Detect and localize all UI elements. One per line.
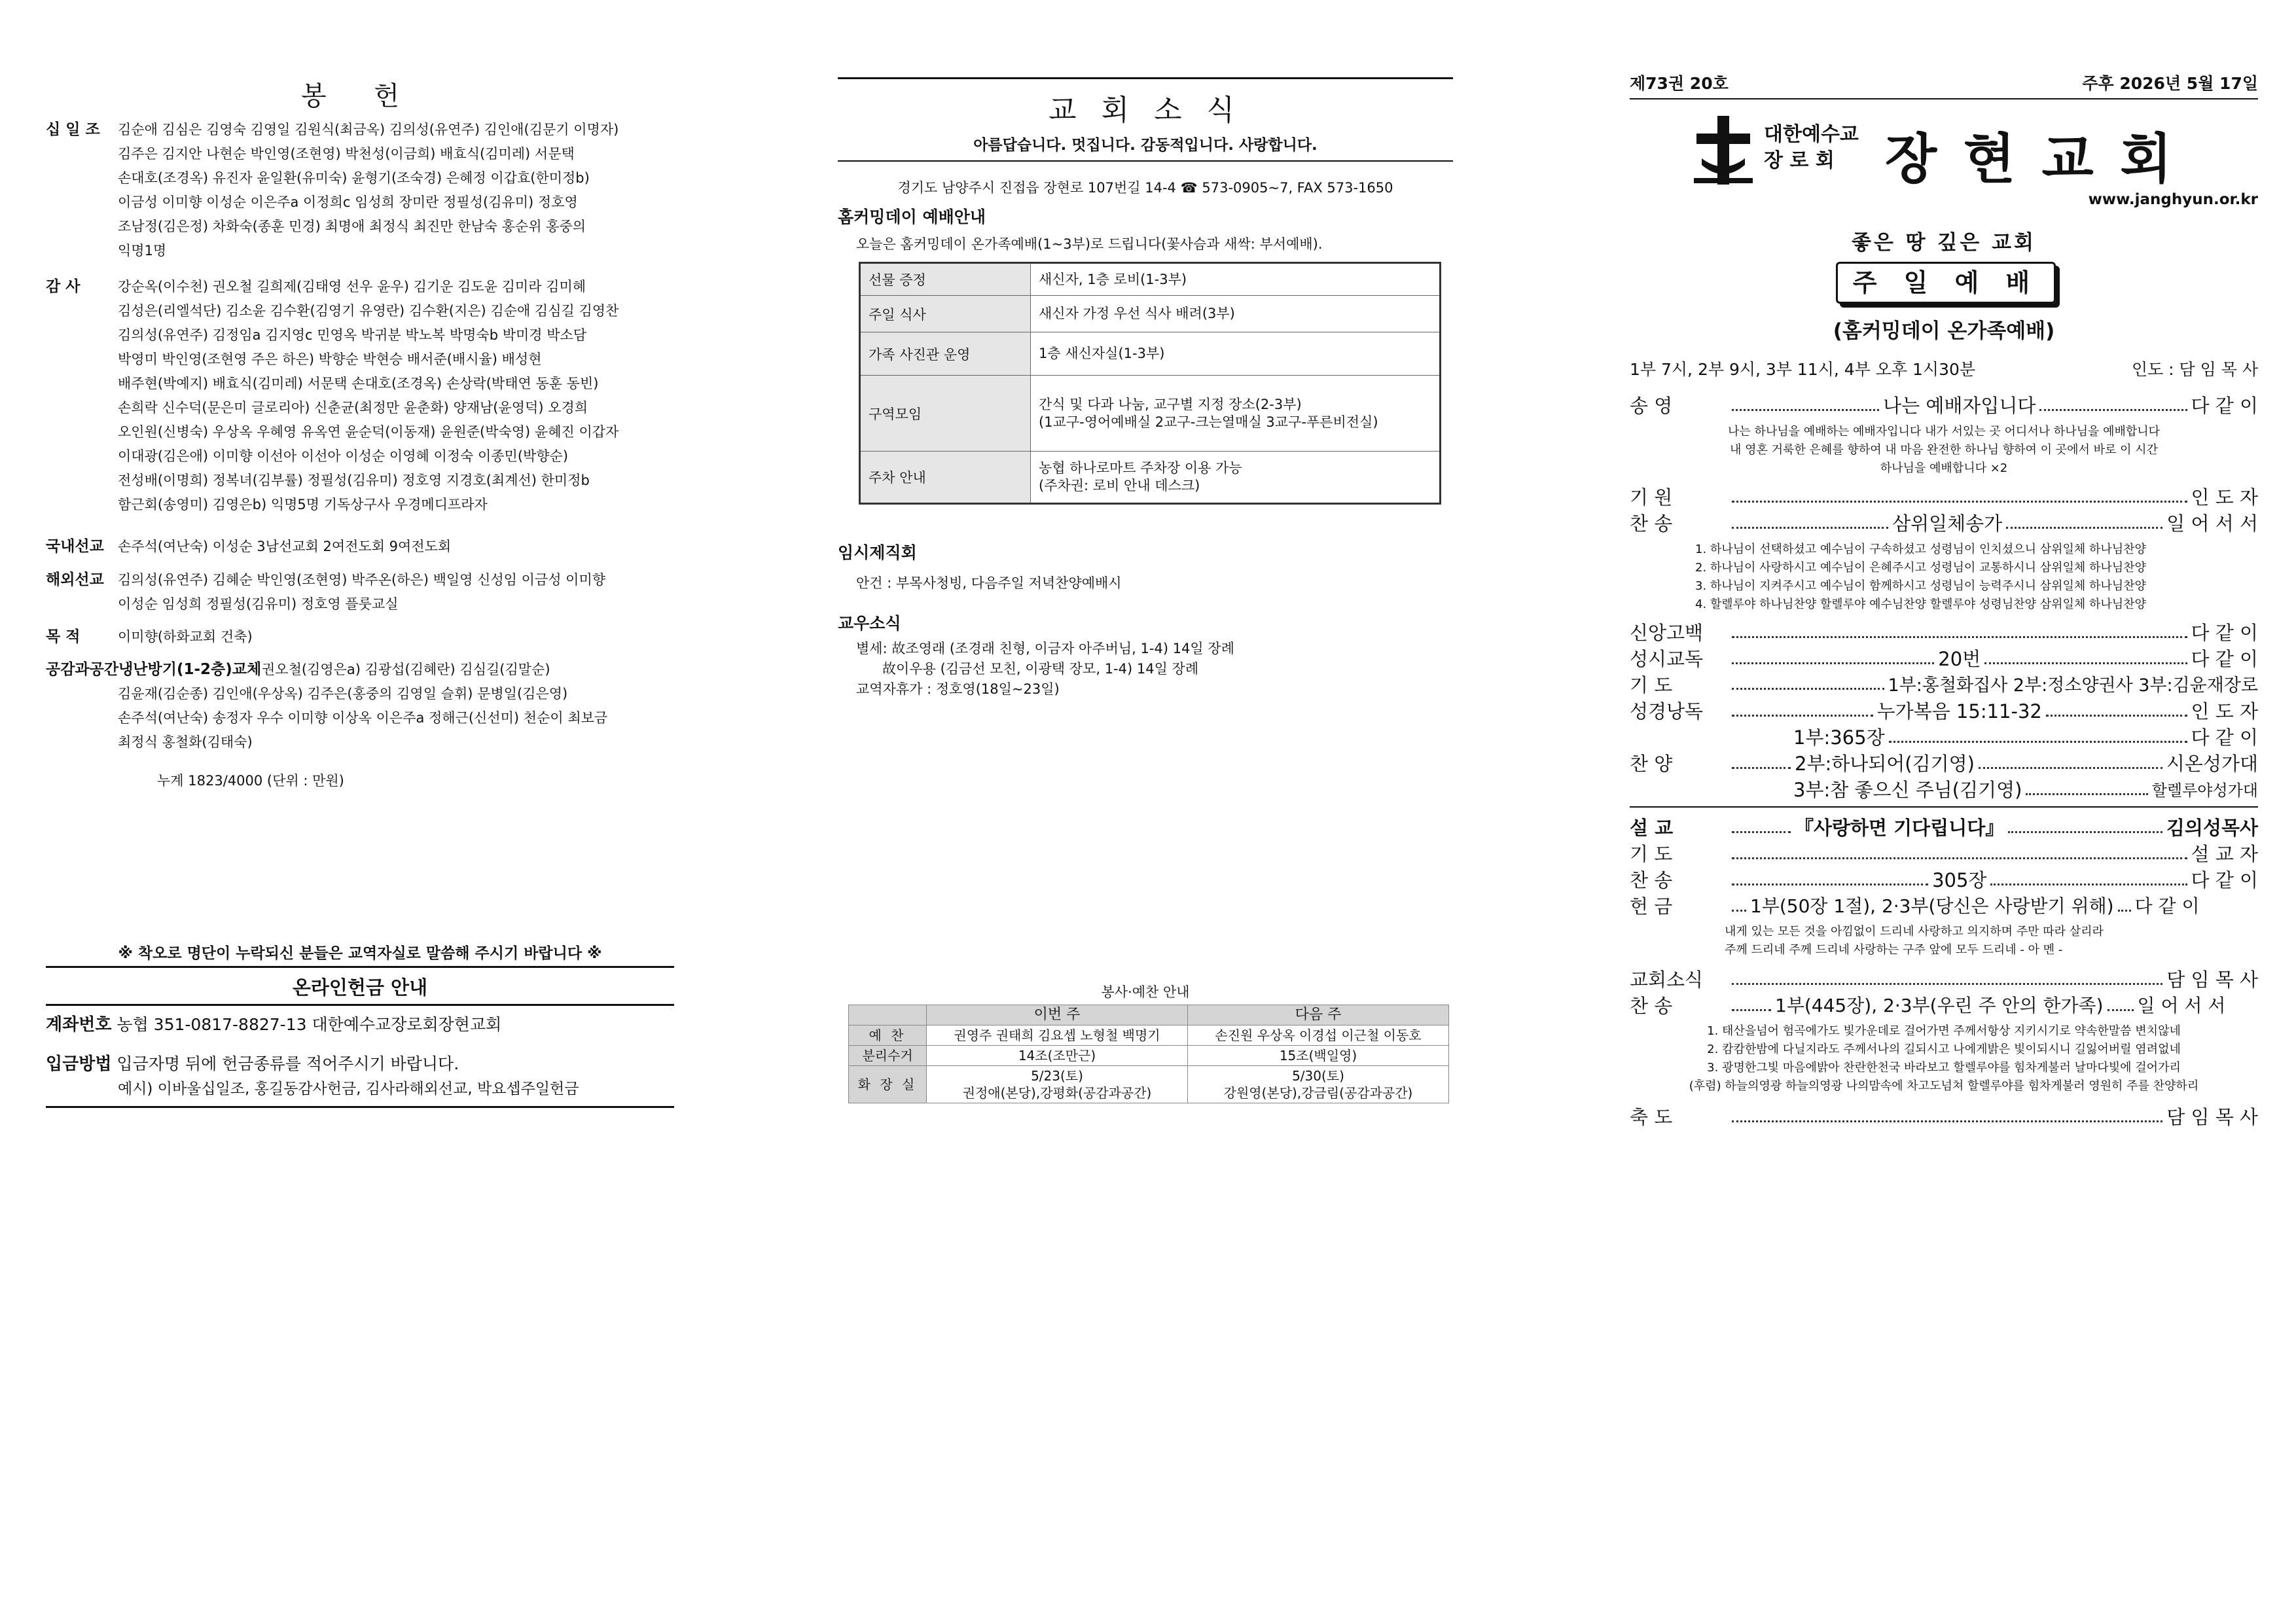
- offering-hvac: [46, 658, 674, 755]
- offering-total-text: 누계 1823/4000 (단위 : 만원): [157, 773, 344, 789]
- table-value: 새신자 가정 우선 식사 배려(3부): [1031, 296, 1441, 332]
- order-label: 교회소식: [1630, 969, 1704, 991]
- table-row: [849, 1005, 1449, 1026]
- order-label: 신앙고백: [1630, 622, 1704, 644]
- order-title: 나는 예배자입니다: [1883, 395, 2036, 417]
- song-lyrics: 나는 하나님을 예배하는 예배자입니다 내가 서있는 곳 어디서나 하나님을 예배합니다 내 영혼 거룩한 은혜를 향하여 내 마음 완전한 하나님 향하여 이 곳에서 바로 이 시간 하나님을 예배합니다 ×2: [1727, 425, 2161, 475]
- table-cell: 5/30(토) 강원영(본당),강금림(공감과공간): [1188, 1066, 1449, 1103]
- order-row-praise: [1630, 723, 2258, 802]
- order-row-hymn2: [1630, 866, 2258, 892]
- table-row: [849, 1066, 1449, 1103]
- table-corner: [849, 1005, 927, 1026]
- order-label: 성시교독: [1630, 648, 1704, 670]
- table-row: [860, 296, 1441, 332]
- church-name: 장 현 교 회: [1885, 128, 2176, 190]
- order-label: 기 도: [1630, 843, 1673, 865]
- church-website[interactable]: www.janghyun.or.kr: [2088, 191, 2258, 208]
- online-offering-title: 온라인헌금 안내: [46, 966, 674, 1006]
- order-leader: 다 같 이: [2191, 395, 2259, 417]
- order-leader: 일 어 서 서: [2137, 995, 2226, 1016]
- account-number: 농협 351-0817-8827-13 대한예수교장로회장현교회: [117, 1015, 502, 1034]
- order-label: 찬 송: [1630, 995, 1673, 1017]
- order-row-song: [1630, 391, 2258, 418]
- method-text: 입금자명 뒤에 헌금종류를 적어주시기 바랍니다.: [117, 1054, 459, 1073]
- order-row-reading: [1630, 645, 2258, 671]
- table-row: [860, 332, 1441, 376]
- table-key: 주차 안내: [860, 452, 1031, 504]
- table-header: 이번 주: [927, 1005, 1188, 1026]
- table-key: 선물 증정: [860, 263, 1031, 296]
- denomination: [1764, 122, 1859, 174]
- members-news-line: 교역자휴가 : 정호영(18일~23일): [856, 681, 1060, 697]
- order-label: 설 교: [1630, 817, 1674, 839]
- offering-names: 이미향(하화교회 건축): [118, 629, 253, 645]
- divider: [1630, 806, 2258, 808]
- order-title: 누가복음 15:11-32: [1876, 700, 2042, 722]
- account-label: 계좌번호: [46, 1015, 112, 1035]
- service-leader: 인도 : 담 임 목 사: [2131, 360, 2258, 379]
- order-leader: 다 같 이: [2191, 622, 2258, 644]
- order-title: 1부(445장), 2·3부(우린 주 안의 한가족): [1775, 995, 2104, 1016]
- offering-label: 목 적: [46, 628, 81, 645]
- table-row: [849, 1026, 1449, 1046]
- order-leader: 담 임 목 사: [2166, 969, 2258, 991]
- divider: [1630, 98, 2258, 99]
- method-example: 예시) 이바울십일조, 홍길동감사헌금, 김사라해외선교, 박요셉주일헌금: [118, 1080, 579, 1097]
- order-row-offering: [1630, 892, 2258, 918]
- order-label: 찬 양: [1630, 753, 1673, 775]
- order-label: 성경낭독: [1630, 700, 1704, 722]
- order-title: 1부:365장: [1793, 726, 1885, 749]
- order-row-hymn3: [1630, 991, 2258, 1018]
- temp-meeting-text: 안건 : 부목사청빙, 다음주일 저녁찬양예배시: [856, 575, 1122, 591]
- offering-label: 감 사: [46, 278, 81, 295]
- order-row-news: [1630, 965, 2258, 991]
- order-title: 2부:하나되어(김기영): [1795, 752, 1975, 775]
- service-table: [848, 1005, 1449, 1103]
- offering-title: 봉 헌: [301, 81, 419, 111]
- members-news-title: 교우소식: [838, 614, 901, 633]
- offering-names: 손주석(여난숙) 이성순 3남선교회 2여전도회 9여전도회: [118, 539, 452, 554]
- order-row-prayer: [1630, 483, 2258, 509]
- table-value: 새신자, 1층 로비(1-3부): [1031, 263, 1441, 296]
- offering-names: 김순애 김심은 김영숙 김영일 김원식(최금옥) 김의성(유연주) 김인애(김문기 이명자) 김주은 김지안 나현순 박인영(조현영) 박천성(이금희) 배효식(김미레) 서문택 손대호(조경옥) 유진자 윤일환(유미숙) 윤형기(조숙경) 은혜정 이갑효(한미정b) 이금성 이미향 이성순 이은주a 이정희c 임성희 장미란 정필성(김유미) 정호영 조남정(김은정) 차화숙(종훈 민경) 최명애 최정식 최진만 한남숙 홍순위 홍중의 익명1명: [118, 122, 619, 259]
- offering-tithe: [46, 118, 674, 263]
- offering-lyrics: 내게 있는 모든 것을 아낌없이 드리네 사랑하고 의지하며 주만 따라 살리라 주께 드리네 주께 드리네 사랑하는 구주 앞에 모두 드리네 - 아 멘 -: [1725, 925, 2104, 957]
- table-row: [860, 263, 1441, 296]
- table-row: [849, 1046, 1449, 1066]
- order-label: 축 도: [1630, 1106, 1673, 1128]
- order-leader: 인 도 자: [2191, 700, 2259, 722]
- order-title: 3부:참 좋으신 주님(김기영): [1793, 778, 2022, 801]
- divider: [838, 160, 1453, 162]
- homecoming-desc: 오늘은 홈커밍데이 온가족예배(1~3부)로 드립니다(꽃사슴과 새싹: 부서예배).: [856, 236, 1323, 252]
- order-leader: 인 도 자: [2191, 486, 2258, 508]
- offering-names: 권오철(김영은a) 김광섭(김혜란) 김심길(김말순) 김윤재(김순종) 김인애(우상옥) 김주은(홍중의 김영일 슬휘) 문병일(김은영) 손주석(여난숙) 송정자 우수 이미향 이상옥 이은주a 정해근(신선미) 천순이 최보금 최정식 홍철화(김태숙): [118, 662, 608, 750]
- offering-purpose: [46, 625, 674, 649]
- order-row-hymn: [1630, 509, 2258, 535]
- church-news-title: 교 회 소 식: [1049, 94, 1242, 127]
- order-leader: 설 교 자: [2191, 843, 2258, 865]
- order-label: 기 원: [1630, 486, 1673, 508]
- church-slogan: 좋은 땅 깊은 교회: [1852, 231, 2036, 255]
- table-row: [860, 376, 1441, 452]
- homecoming-table: [859, 262, 1441, 505]
- table-value: 농협 하나로마트 주차장 이용 가능 (주차권: 로비 안내 데스크): [1031, 452, 1441, 504]
- preacher: 김의성목사: [2166, 817, 2258, 839]
- order-label: 찬 송: [1630, 512, 1673, 535]
- order-row-prayer2: [1630, 671, 2258, 697]
- order-row-sermon: [1630, 813, 2258, 840]
- table-cell: 5/23(토) 권정애(본당),강평화(공감과공간): [927, 1066, 1188, 1103]
- order-title: 삼위일체송가: [1892, 512, 2003, 535]
- offering-names: 김의성(유연주) 김혜순 박인영(조현영) 박주온(하은) 백일영 신성임 이금성 이미향 이성순 임성희 정필성(김유미) 정호영 플룻교실: [118, 572, 606, 612]
- offering-total: [46, 769, 674, 793]
- issue-date: 주후 2026년 5월 17일: [2082, 74, 2258, 93]
- table-key: 예 찬: [849, 1026, 927, 1046]
- order-label: 찬 송: [1630, 869, 1673, 891]
- service-times: [1630, 357, 2258, 380]
- table-key: 분리수거: [849, 1046, 927, 1066]
- order-leader: 할렐루야성가대: [2151, 781, 2258, 800]
- order-leader: 1부:홍철화집사 2부:정소양권사 3부:김윤재장로: [1888, 675, 2258, 696]
- cross-icon: [1689, 113, 1761, 188]
- order-leader: 일 어 서 서: [2166, 512, 2258, 535]
- table-cell: 손진원 우상옥 이경섭 이근철 이동호: [1188, 1026, 1449, 1046]
- order-row-prayer3: [1630, 840, 2258, 866]
- method-row: [46, 1050, 674, 1075]
- issue-header: [1630, 71, 2258, 94]
- order-row-creed: [1630, 618, 2258, 645]
- table-key: 구역모임: [860, 376, 1031, 452]
- order-title: 20번: [1938, 648, 1981, 670]
- table-value: 1층 새신자실(1-3부): [1031, 332, 1441, 376]
- account-row: [46, 1011, 674, 1035]
- order-title: 1부(50장 1절), 2·3부(당신은 사랑받기 위해): [1750, 895, 2114, 917]
- service-name-badge: 주 일 예 배: [1836, 262, 2056, 304]
- offering-names: 강순옥(이수천) 권오철 길희제(김태영 선우 윤우) 김기운 김도윤 김미라 김미혜 김성은(리엘석단) 김소윤 김수환(김영기 유영란) 김수환(지은) 김순애 김심길 김영찬 김의성(유연주) 김정임a 김지영c 민영옥 박귀분 박노복 박명숙b 박미경 박소담 박영미 박인영(조현영 주은 하은) 박향순 박현승 배서준(배시율) 배성현 배주현(박예지) 배효식(김미레) 서문택 손대호(조경옥) 손상락(박태연 동훈 동빈) 손희락 신수덕(문은미 글로리아) 신춘균(최정만 윤춘화) 양재남(윤영덕) 오경희 오인원(신병숙) 우상옥 우혜영 유옥연 윤순덕(이동재) 윤원준(박숙영) 윤혜진 이갑자 이대광(김은애) 이미향 이선아 이선아 이성순 이영혜 이정숙 이종민(박향순) 전성배(이명희) 정복녀(김부률) 정필성(김유미) 정호영 지경호(최계선) 한미정b 함근회(송영미) 김영은b) 익명5명 기독상구사 우경메디프라자: [118, 279, 619, 512]
- order-leader: 담 임 목 사: [2166, 1106, 2258, 1128]
- order-label: 기 도: [1630, 674, 1673, 696]
- table-key: 주일 식사: [860, 296, 1031, 332]
- service-caption: 봉사·예찬 안내: [1101, 984, 1190, 1000]
- sermon-title: 『사랑하면 기다립니다』: [1795, 817, 2005, 839]
- divider: [838, 77, 1453, 79]
- table-key: 화 장 실: [849, 1066, 927, 1103]
- hymn3-lyrics: 1. 태산을넘어 험곡에가도 빛가운데로 걸어가면 주께서항상 지키시기로 약속한말씀 변치않네 2. 캄캄한밤에 다닐지라도 주께서나의 길되시고 나에게밝은 빛이되시니 길잃어버릴 염려없네 3. 광명한그빛 마음에밝아 찬란한천국 바라보고 할렐루야를 힘차게불러 날마다빛에 걸어가리 (후렴) 하늘의영광 하늘의영광 나의맘속에 차고도넘쳐 할렐루야를 힘차게불러 영원히 주를 찬양하리: [1689, 1024, 2199, 1093]
- order-row-blessing: [1630, 1103, 2258, 1129]
- order-leader: 다 같 이: [2134, 895, 2200, 917]
- table-header: 다음 주: [1188, 1005, 1449, 1026]
- service-times-text: 1부 7시, 2부 9시, 3부 11시, 4부 오후 1시30분: [1630, 360, 1976, 379]
- homecoming-title: 홈커밍데이 예배안내: [838, 207, 986, 226]
- service-subtitle: (홈커밍데이 온가족예배): [1833, 319, 2055, 343]
- method-label: 입금방법: [46, 1054, 112, 1074]
- table-row: [860, 452, 1441, 504]
- offering-label: 국내선교: [46, 538, 104, 555]
- table-key: 가족 사진관 운영: [860, 332, 1031, 376]
- order-leader: 시온성가대: [2166, 752, 2258, 775]
- hymn-lyrics: 1. 하나님이 선택하셨고 예수님이 구속하셨고 성령님이 인치셨으니 삼위일체 하나님찬양 2. 하나님이 사랑하시고 예수님이 은혜주시고 성령님이 교통하시니 삼위일체 하나님찬양 3. 하나님이 지켜주시고 예수님이 함께하시고 성령님이 능력주시니 삼위일체 하나님찬양 4. 할렐루야 하나님찬양 할렐루야 예수님찬양 할렐루야 성령님찬양 삼위일체 하나님찬양: [1695, 543, 2146, 611]
- divider: [46, 1106, 674, 1108]
- table-value: 간식 및 다과 나눔, 교구별 지정 장소(2-3부) (1교구-영어예배실 2교구-크는열매실 3교구-푸른비전실): [1031, 376, 1441, 452]
- order-row-scripture: [1630, 697, 2258, 723]
- church-motto: 아름답습니다. 멋집니다. 감동적입니다. 사랑합니다.: [973, 137, 1318, 154]
- offering-label: 해외선교: [46, 571, 104, 588]
- order-label: 송 영: [1630, 395, 1673, 417]
- members-news-line: 故이우용 (김금선 모친, 이광택 장모, 1-4) 14일 장례: [856, 661, 1199, 677]
- offering-overseas-mission: [46, 568, 674, 616]
- omission-notice: ※ 착오로 명단이 누락되신 분들은 교역자실로 말씀해 주시기 바랍니다 ※: [118, 945, 602, 962]
- offering-label: 십 일 조: [46, 121, 100, 138]
- members-news-line: 별세: 故조영래 (조경래 친형, 이금자 아주버님, 1-4) 14일 장례: [856, 641, 1234, 656]
- church-address: 경기도 남양주시 진접읍 장현로 107번길 14-4 ☎ 573-0905~7, FAX 573-1650: [897, 180, 1393, 196]
- temp-meeting-title: 임시제직회: [838, 543, 917, 562]
- table-cell: 14조(조만근): [927, 1046, 1188, 1066]
- table-cell: 권영주 권태희 김요셉 노형철 백명기: [927, 1026, 1188, 1046]
- issue-number: 제73권 20호: [1630, 74, 1729, 93]
- offering-thanks: [46, 275, 674, 517]
- offering-domestic-mission: [46, 535, 674, 559]
- denomination-line: 장 로 회: [1764, 149, 1835, 172]
- order-title: 305장: [1932, 869, 1987, 891]
- order-label: 헌 금: [1630, 895, 1673, 918]
- order-leader: 다 같 이: [2191, 726, 2258, 749]
- table-cell: 15조(백일영): [1188, 1046, 1449, 1066]
- offering-label: 공감과공간냉난방기(1-2층)교체: [46, 661, 262, 678]
- order-leader: 다 같 이: [2191, 648, 2258, 670]
- denomination-line: 대한예수교: [1764, 123, 1859, 146]
- church-logo: [1689, 113, 2193, 188]
- order-leader: 다 같 이: [2191, 869, 2259, 891]
